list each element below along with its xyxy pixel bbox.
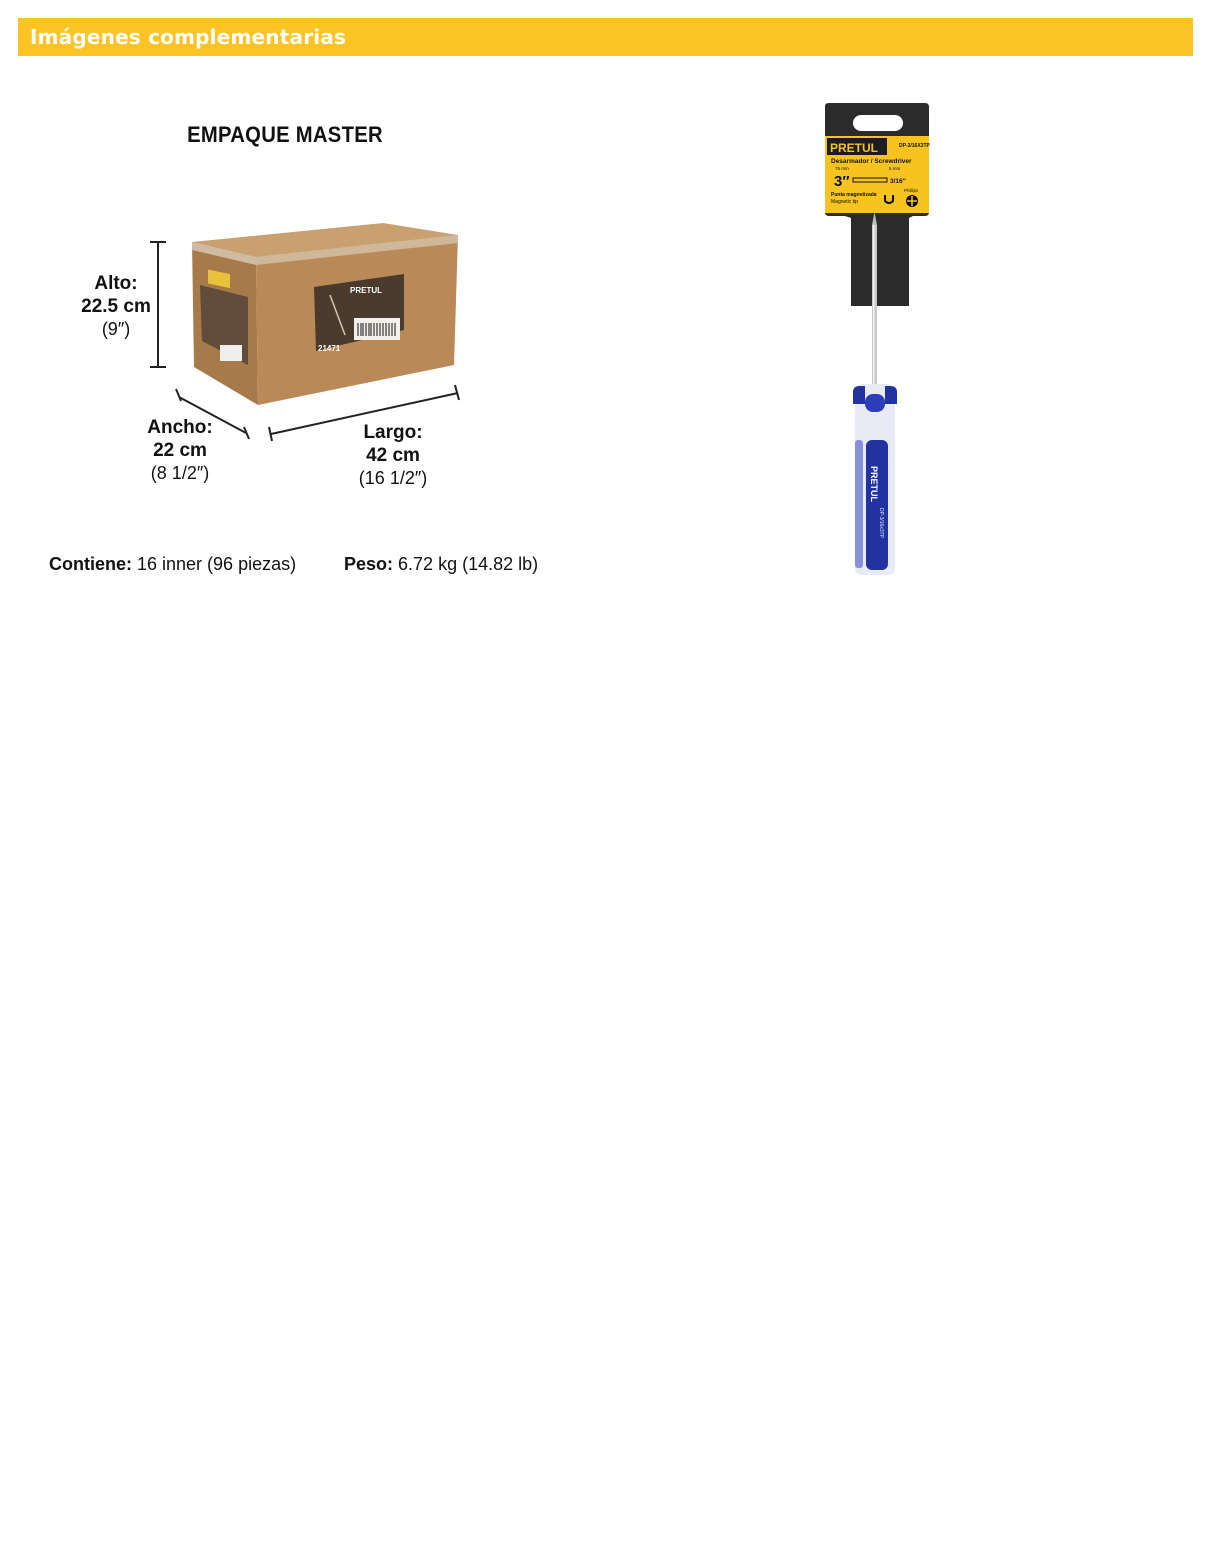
master-box-image (140, 215, 470, 450)
dimension-width (138, 416, 222, 485)
width-value: 22 cm (153, 440, 207, 461)
card-size: 3″ (834, 173, 850, 190)
length-value: 42 cm (366, 445, 420, 466)
weight-spec (344, 554, 538, 575)
height-label: Alto: (94, 273, 138, 294)
screwdriver-product-image (815, 100, 940, 580)
card-mm-b: 5 mm (889, 166, 901, 171)
weight-value: 6.72 kg (14.82 lb) (393, 554, 539, 574)
card-brand: PRETUL (830, 141, 878, 155)
section-title: Imágenes complementarias (30, 25, 347, 49)
box-code-text: 21471 (318, 344, 341, 353)
length-label: Largo: (363, 422, 423, 443)
card-mm-a: 75 mm (835, 166, 849, 171)
card-feature-en: Magnetic tip (831, 199, 858, 205)
height-imperial: (9″) (101, 319, 131, 339)
card-fraction: 3/16″ (890, 178, 906, 185)
width-imperial: (8 1/2″) (150, 463, 210, 483)
length-imperial: (16 1/2″) (358, 468, 428, 488)
handle-model: DP-3/16x3TP (878, 508, 884, 539)
card-tip-type: Phillips (904, 188, 919, 193)
section-header (18, 18, 1193, 56)
card-model: DP-3/16X3TP (899, 143, 930, 149)
contents-spec (49, 554, 296, 575)
master-pack-title: EMPAQUE MASTER (187, 122, 383, 147)
dimension-length (346, 421, 440, 490)
weight-label: Peso: (344, 554, 394, 574)
height-value: 22.5 cm (81, 296, 151, 317)
card-feature-es: Punta magnetizada (831, 192, 877, 198)
box-brand-text: PRETUL (350, 286, 382, 295)
card-title: Desarmador / Screwdriver (831, 158, 912, 165)
handle-brand: PRETUL (869, 466, 879, 502)
dimension-height (74, 272, 158, 341)
phillips-icon (906, 195, 918, 207)
width-label: Ancho: (147, 417, 213, 438)
contents-value: 16 inner (96 piezas) (132, 554, 297, 574)
contents-label: Contiene: (49, 554, 132, 574)
